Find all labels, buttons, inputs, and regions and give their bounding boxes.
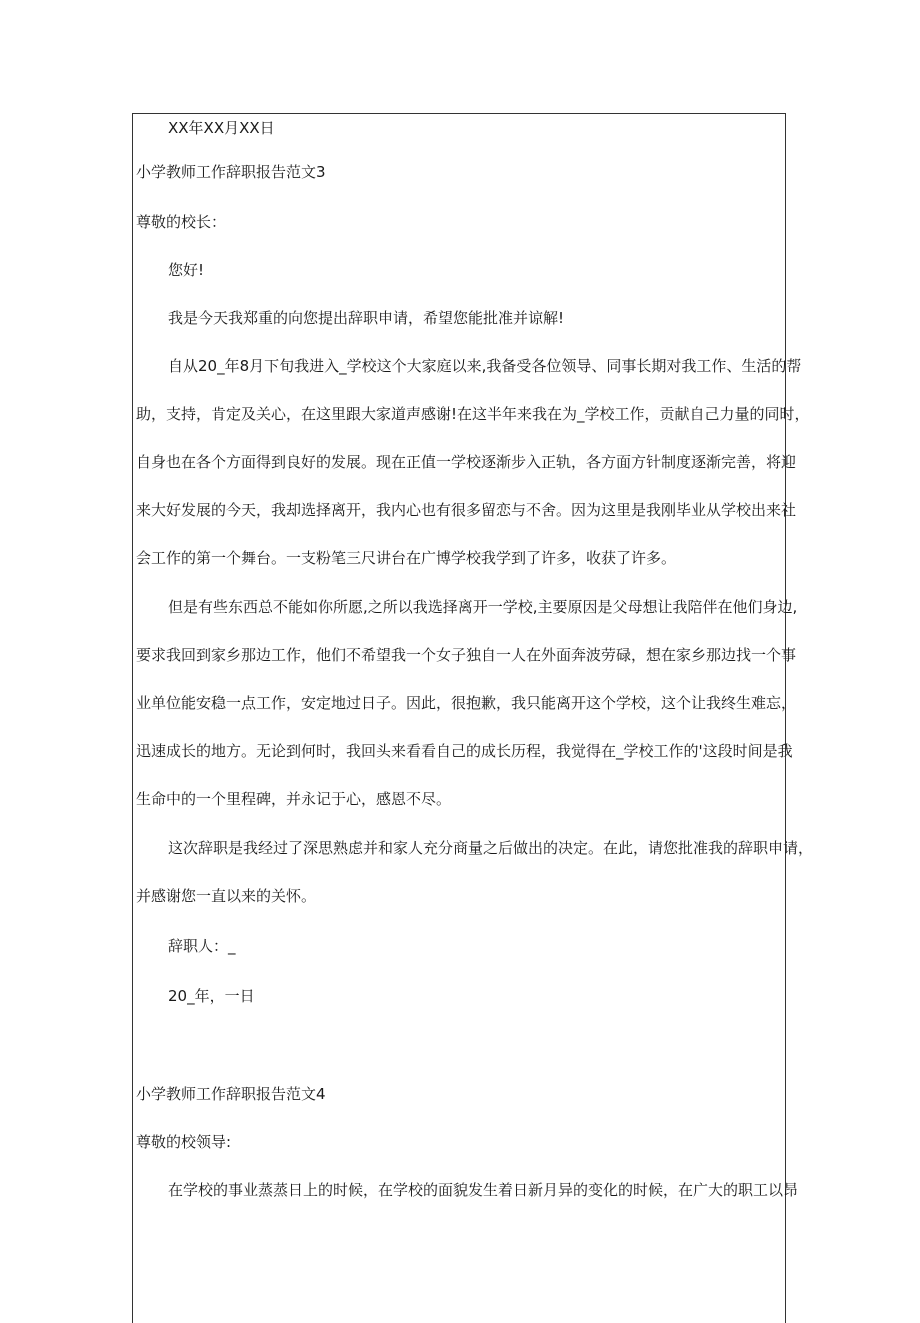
paragraph-line: 生命中的一个里程碑，并永记于心，感恩不尽。 bbox=[136, 790, 452, 808]
signature-date: 20_年，一日 bbox=[168, 987, 255, 1005]
intro-paragraph: 我是今天我郑重的向您提出辞职申请，希望您能批准并谅解! bbox=[168, 309, 565, 327]
greeting: 您好! bbox=[168, 261, 205, 279]
signature-line: 辞职人：_ bbox=[168, 937, 236, 955]
paragraph-line: 来大好发展的今天，我却选择离开，我内心也有很多留恋与不舍。因为这里是我刚毕业从学校出来社 bbox=[136, 501, 797, 519]
date-line: XX年XX月XX日 bbox=[168, 119, 275, 137]
paragraph-line: 但是有些东西总不能如你所愿,之所以我选择离开一学校,主要原因是父母想让我陪伴在他们身边, bbox=[168, 598, 798, 616]
paragraph-line: 会工作的第一个舞台。一支粉笔三尺讲台在广博学校我学到了许多，收获了许多。 bbox=[136, 549, 677, 567]
paragraph-line: 自身也在各个方面得到良好的发展。现在正值一学校逐渐步入正轨，各方面方针制度逐渐完善，将迎 bbox=[136, 453, 797, 471]
paragraph-line: 要求我回到家乡那边工作，他们不希望我一个女子独自一人在外面奔波劳碌，想在家乡那边找一个事 bbox=[136, 646, 797, 664]
section-title-3: 小学教师工作辞职报告范文3 bbox=[136, 163, 326, 181]
salutation-leaders: 尊敬的校领导: bbox=[136, 1133, 232, 1151]
paragraph-line: 在学校的事业蒸蒸日上的时候，在学校的面貌发生着日新月异的变化的时候，在广大的职工以昂 bbox=[168, 1181, 799, 1199]
paragraph-line: 助，支持，肯定及关心，在这里跟大家道声感谢!在这半年来我在为_学校工作，贡献自己力量的同时， bbox=[136, 405, 810, 423]
paragraph-line: 业单位能安稳一点工作，安定地过日子。因此，很抱歉，我只能离开这个学校，这个让我终生难忘， bbox=[136, 694, 797, 712]
salutation-principal: 尊敬的校长： bbox=[136, 213, 227, 231]
paragraph-line: 自从20_年8月下旬我进入_学校这个大家庭以来,我备受各位领导、同事长期对我工作、生活的帮 bbox=[168, 357, 802, 375]
section-title-4: 小学教师工作辞职报告范文4 bbox=[136, 1085, 326, 1103]
paragraph-line: 并感谢您一直以来的关怀。 bbox=[136, 887, 317, 905]
paragraph-line: 迅速成长的地方。无论到何时，我回头来看看自己的成长历程，我觉得在_学校工作的'这段时间是我 bbox=[136, 742, 793, 760]
paragraph-line: 这次辞职是我经过了深思熟虑并和家人充分商量之后做出的决定。在此，请您批准我的辞职申请， bbox=[168, 839, 814, 857]
